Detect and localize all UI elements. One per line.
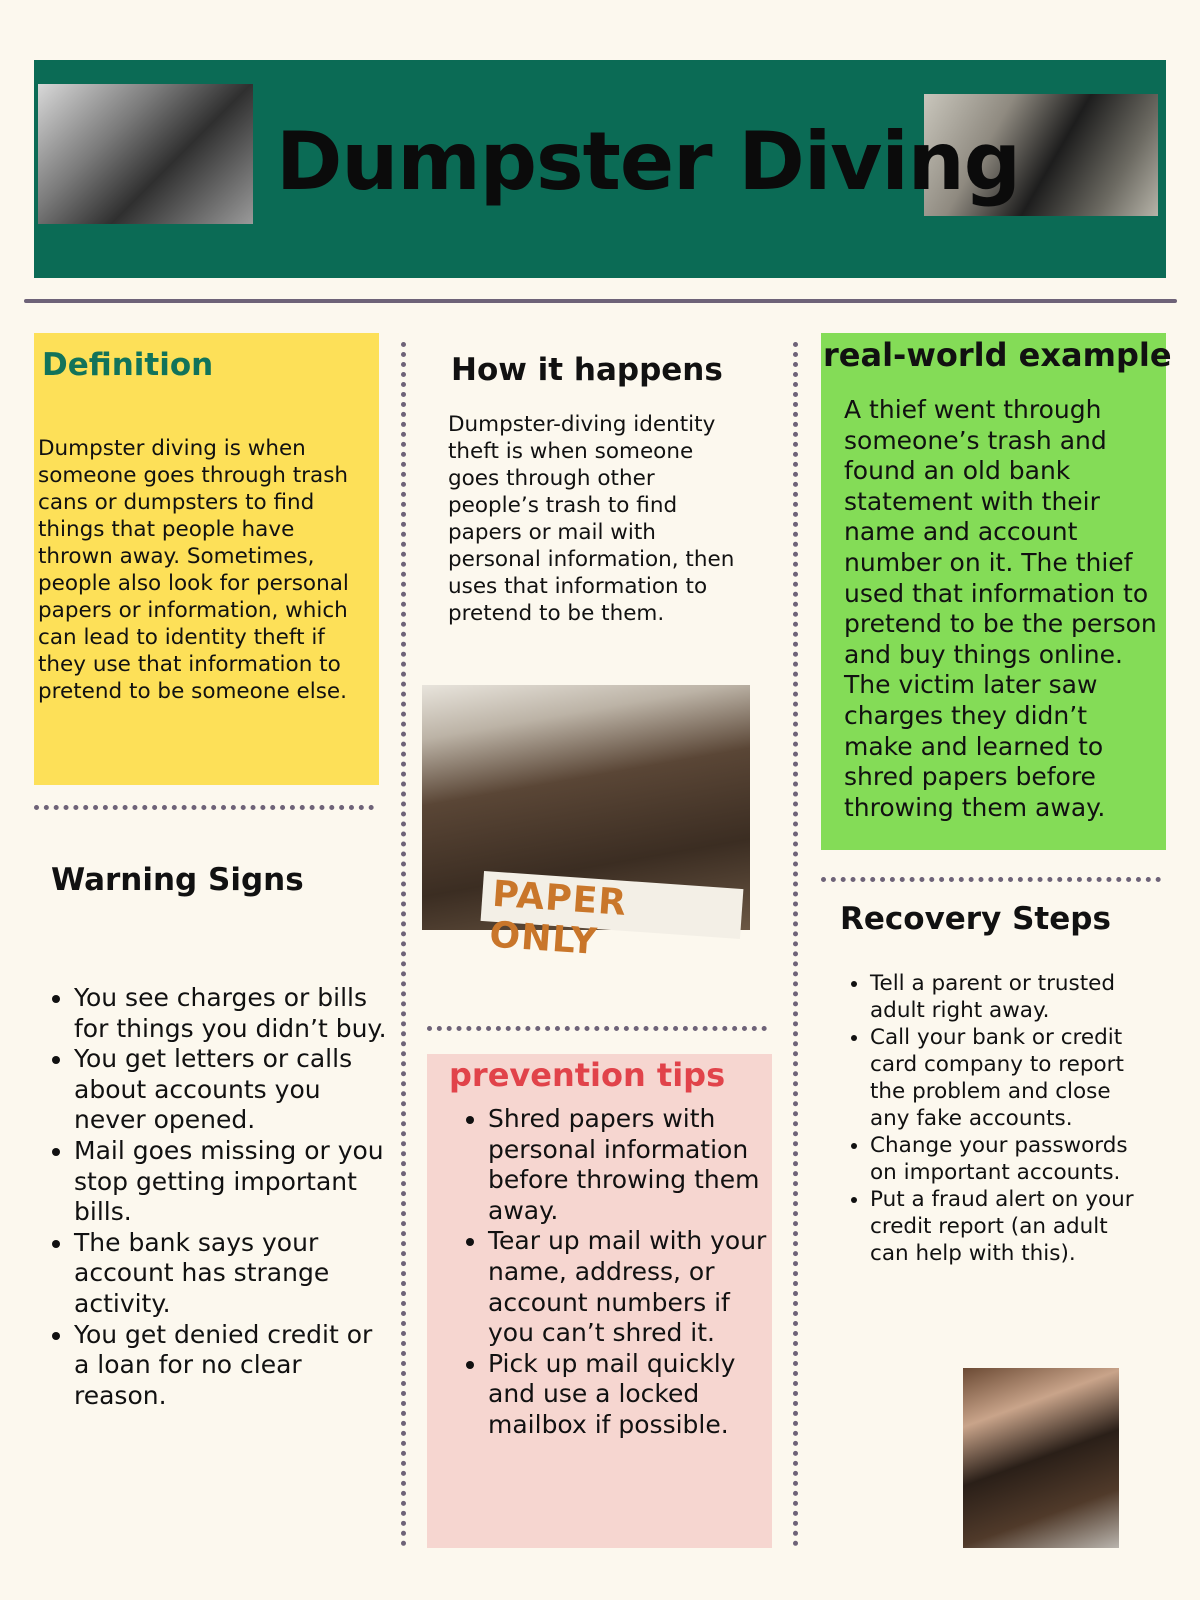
list-item: • Pick up mail quickly and use a locked mailbox if possible. [488, 1349, 778, 1441]
header-photo-left [38, 84, 253, 224]
how-it-happens-text: Dumpster-diving identity theft is when someone goes through other people’s trash to find papers or mail with personal information, then uses that information to pretend to be them. [448, 412, 735, 626]
how-it-happens-heading: How it happens [451, 352, 723, 388]
list-item: • You get letters or calls about accounts you never opened. [74, 1044, 394, 1136]
column-divider-left [401, 342, 406, 1547]
warning-signs-list [48, 983, 394, 1411]
header-divider [24, 299, 1177, 303]
list-item: • Put a fraud alert on your credit report (an adult can help with this). [870, 1186, 1150, 1267]
column-divider-right [793, 342, 798, 1547]
paper-only-sign-text: PAPER ONLY [488, 873, 629, 964]
recovery-steps-list [846, 970, 1150, 1267]
real-world-example-text: A thief went through someone’s trash and found an old bank statement with their name and account number on it. The thief used that information to pretend to be the person and buy things online. The victim later saw charges they didn’t make and learned to shred papers before throwing them away. [844, 395, 1157, 822]
list-item: • Change your passwords on important accounts. [870, 1132, 1150, 1186]
list-item: • Tell a parent or trusted adult right away. [870, 970, 1150, 1024]
real-world-example-heading: real-world example [823, 336, 1172, 374]
prevention-tips-heading: prevention tips [449, 1056, 726, 1094]
list-item: • You see charges or bills for things you didn’t buy. [74, 983, 394, 1044]
warning-signs-heading: Warning Signs [51, 862, 304, 898]
list-item: • Tear up mail with your name, address, or account numbers if you can’t shred it. [488, 1226, 778, 1348]
list-item: • Call your bank or credit card company to report the problem and close any fake accounts. [870, 1024, 1150, 1132]
section-divider-recovery [821, 877, 1161, 882]
paper-only-sign [481, 871, 744, 964]
dumpster-photo [422, 685, 750, 964]
list-item: • Shred papers with personal information before throwing them away. [488, 1104, 778, 1226]
section-divider-definition [34, 805, 374, 810]
recovery-steps-heading: Recovery Steps [840, 901, 1111, 937]
section-divider-prevention [427, 1026, 767, 1031]
list-item: • The bank says your account has strange activity. [74, 1228, 394, 1320]
page-title: Dumpster Diving [276, 115, 1021, 208]
recovery-photo [963, 1368, 1119, 1548]
prevention-tips-list [462, 1104, 778, 1441]
list-item: • You get denied credit or a loan for no clear reason. [74, 1320, 394, 1412]
definition-text: Dumpster diving is when someone goes through trash cans or dumpsters to find things that people have thrown away. Sometimes, people also look for personal papers or information, which can lead to identity theft if they use that information to pretend to be someone else. [38, 436, 349, 704]
list-item: • Mail goes missing or you stop getting important bills. [74, 1136, 394, 1228]
definition-heading: Definition [42, 347, 214, 383]
